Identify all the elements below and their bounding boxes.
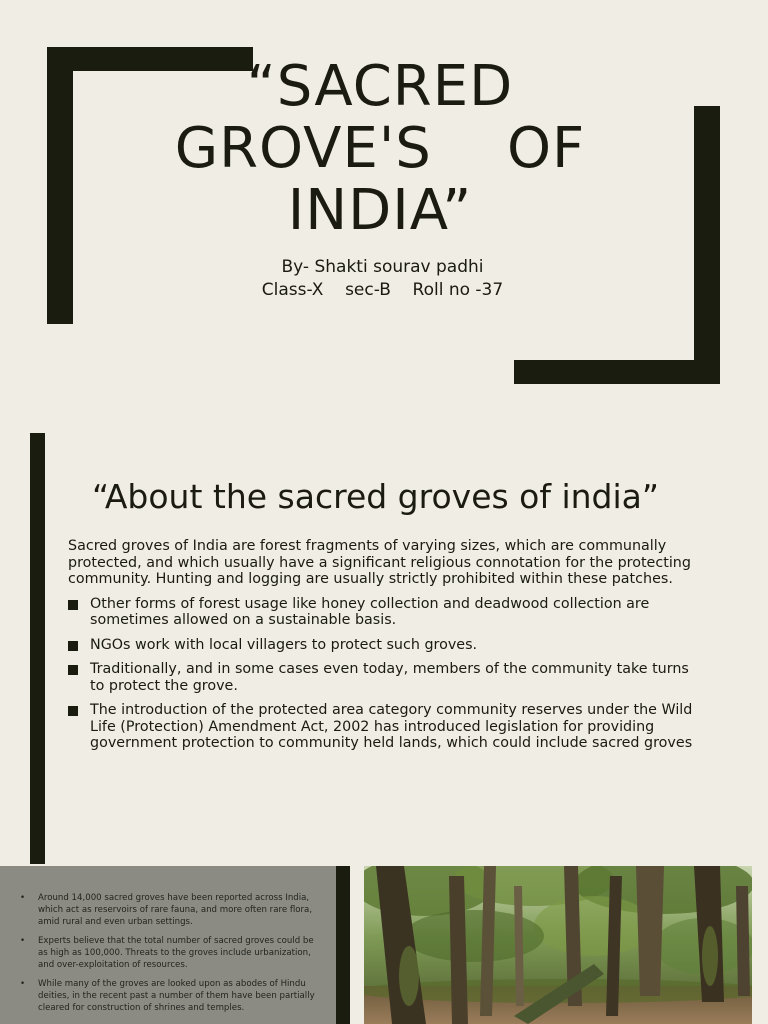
bullet-dot-icon: • [20, 893, 26, 903]
square-bullet-icon [68, 665, 78, 675]
slide3-divider-bar [336, 866, 350, 1024]
forest-photo [364, 866, 752, 1024]
bullet-dot-icon: • [20, 979, 26, 989]
list-item-text: The introduction of the protected area category community reserves under the Wild Life (Protection) Amendment Act, 2002 has introduced legislation for providing government protection to community held lands, which could include sacred groves [90, 702, 693, 751]
bullet-list [68, 596, 698, 752]
list-item-text: Experts believe that the total number of sacred groves could be as high as 100,000. Threats to the groves include urbanization, and over-exploitation of resources. [38, 936, 314, 970]
intro-paragraph: Sacred groves of India are forest fragments of varying sizes, which are communally protected, and which usually have a significant religious connotation for the protecting community. Hunting and logging are usually strictly prohibited within these patches. [68, 538, 691, 587]
bullet-dot-icon: • [20, 936, 26, 946]
frame-bottom-right-horizontal [514, 360, 720, 384]
list-item-text: NGOs work with local villagers to protect such groves. [90, 636, 478, 653]
facts-list [20, 892, 320, 1021]
slide-title-line: GROVE'S OF [174, 116, 586, 181]
list-item-text: Other forms of forest usage like honey collection and deadwood collection are sometimes allowed on a sustainable basis. [90, 595, 650, 628]
section-heading: “About the sacred groves of india” [92, 477, 659, 516]
list-item [68, 661, 698, 694]
list-item-text: Traditionally, and in some cases even today, members of the community take turns to protect the grove. [90, 661, 689, 694]
list-item [20, 892, 320, 928]
slide2-left-accent-bar [30, 433, 45, 864]
author-byline [190, 256, 575, 302]
slide-title [140, 56, 620, 242]
facts-panel [0, 866, 336, 1024]
list-item-text: While many of the groves are looked upon as abodes of Hindu deities, in the recent past a number of them have been partially cleared for construction of shrines and temples. [38, 979, 315, 1013]
list-item [68, 596, 698, 629]
square-bullet-icon [68, 706, 78, 716]
list-item [68, 702, 698, 752]
forest-photo-illustration [364, 866, 752, 1024]
frame-top-left-vertical [47, 47, 73, 324]
author-class-info: Class-X sec-B Roll no -37 [261, 280, 504, 300]
frame-bottom-right-vertical [694, 106, 720, 384]
list-item [20, 978, 320, 1014]
slide-title-line: “SACRED [246, 54, 514, 119]
author-name: By- Shakti sourav padhi [281, 257, 484, 277]
section-body [68, 538, 698, 760]
list-item [20, 935, 320, 971]
list-item-text: Around 14,000 sacred groves have been reported across India, which act as reservoirs of rare fauna, and more often rare flora, amid rural and even urban settings. [38, 893, 313, 927]
square-bullet-icon [68, 641, 78, 651]
square-bullet-icon [68, 600, 78, 610]
list-item [68, 637, 698, 654]
slide-title-line: INDIA” [287, 178, 473, 243]
